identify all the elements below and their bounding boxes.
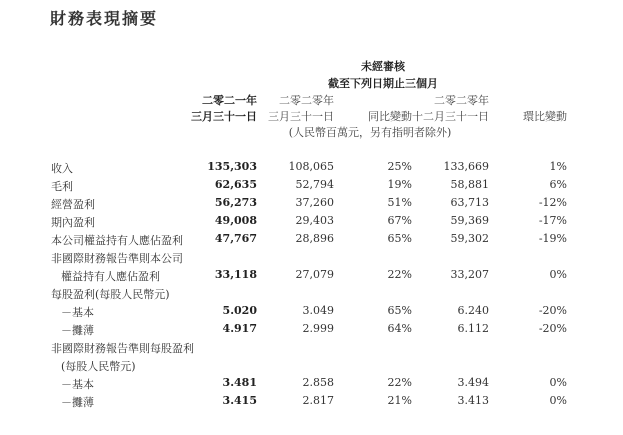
cell-2020q4: 63,713 <box>450 196 489 209</box>
cell-2021q1: 5.020 <box>222 304 257 317</box>
cell-2021q1: 135,303 <box>207 160 257 173</box>
row-label: 非國際財務報告準則本公司 <box>51 252 183 265</box>
table-row <box>0 322 623 340</box>
page-title: 財務表現摘要 <box>50 9 159 28</box>
table-row <box>0 358 623 376</box>
cell-yoy: 65% <box>387 232 412 245</box>
cell-2021q1: 62,635 <box>214 178 257 191</box>
row-label: 非國際財務報告準則每股盈利 <box>51 342 194 355</box>
row-label: －攤薄 <box>61 324 94 337</box>
cell-yoy: 19% <box>387 178 412 191</box>
cell-2020q4: 3.494 <box>457 376 489 389</box>
cell-qoq: -17% <box>538 214 567 227</box>
col1-line1: 二零二一年 <box>202 94 257 107</box>
cell-2020q1: 108,065 <box>288 160 334 173</box>
row-label: 經營盈利 <box>51 198 95 211</box>
row-label: －基本 <box>61 378 94 391</box>
cell-yoy: 22% <box>387 376 412 389</box>
cell-2020q1: 27,079 <box>295 268 334 281</box>
table-row <box>0 178 623 196</box>
cell-2020q1: 3.049 <box>302 304 334 317</box>
table-row <box>0 394 623 412</box>
cell-2020q1: 2.999 <box>302 322 334 335</box>
table-row <box>0 304 623 322</box>
row-label: (每股人民幣元) <box>61 360 136 373</box>
cell-2020q1: 29,403 <box>295 214 334 227</box>
cell-qoq: 0% <box>549 376 567 389</box>
cell-qoq: -12% <box>538 196 567 209</box>
cell-yoy: 22% <box>387 268 412 281</box>
cell-qoq: 0% <box>549 394 567 407</box>
cell-qoq: -20% <box>538 304 567 317</box>
cell-2020q1: 28,896 <box>295 232 334 245</box>
cell-2021q1: 3.415 <box>222 394 257 407</box>
unit-note: (人民幣百萬元，另有指明者除外) <box>288 126 452 139</box>
col4-line2: 十二月三十一日 <box>412 110 489 123</box>
cell-2020q4: 33,207 <box>450 268 489 281</box>
row-label: 收入 <box>51 162 73 175</box>
table-row <box>0 268 623 286</box>
cell-qoq: 1% <box>549 160 567 173</box>
cell-2020q1: 2.817 <box>302 394 334 407</box>
cell-yoy: 21% <box>387 394 412 407</box>
cell-2020q4: 59,369 <box>450 214 489 227</box>
cell-qoq: 0% <box>549 268 567 281</box>
row-label: 每股盈利(每股人民幣元) <box>51 288 170 301</box>
col1-line2: 三月三十一日 <box>191 110 257 123</box>
row-label: －攤薄 <box>61 396 94 409</box>
cell-yoy: 51% <box>387 196 412 209</box>
table-row <box>0 250 623 268</box>
cell-2020q4: 6.112 <box>457 322 489 335</box>
cell-yoy: 64% <box>387 322 412 335</box>
table-row <box>0 214 623 232</box>
cell-2020q1: 2.858 <box>302 376 334 389</box>
table-row <box>0 286 623 304</box>
audit-status: 未經審核 <box>361 60 405 73</box>
row-label: 毛利 <box>51 180 73 193</box>
cell-qoq: -20% <box>538 322 567 335</box>
col3-line2: 同比變動 <box>368 110 412 123</box>
cell-qoq: 6% <box>549 178 567 191</box>
cell-2020q1: 52,794 <box>295 178 334 191</box>
row-label: 期內盈利 <box>51 216 95 229</box>
cell-2021q1: 47,767 <box>214 232 257 245</box>
table-row <box>0 160 623 178</box>
cell-2021q1: 4.917 <box>222 322 257 335</box>
cell-2020q4: 58,881 <box>450 178 489 191</box>
row-label: －基本 <box>61 306 94 319</box>
cell-2021q1: 49,008 <box>214 214 257 227</box>
table-row <box>0 232 623 250</box>
table-row <box>0 340 623 358</box>
row-label: 權益持有人應佔盈利 <box>61 270 160 283</box>
cell-2020q4: 133,669 <box>443 160 489 173</box>
row-label: 本公司權益持有人應佔盈利 <box>51 234 183 247</box>
cell-2020q4: 3.413 <box>457 394 489 407</box>
cell-yoy: 25% <box>387 160 412 173</box>
table-row <box>0 196 623 214</box>
cell-yoy: 65% <box>387 304 412 317</box>
cell-2020q1: 37,260 <box>295 196 334 209</box>
cell-2021q1: 3.481 <box>222 376 257 389</box>
period-label: 截至下列日期止三個月 <box>328 77 438 90</box>
cell-yoy: 67% <box>387 214 412 227</box>
col2-line1: 二零二零年 <box>279 94 334 107</box>
col5-line2: 環比變動 <box>523 110 567 123</box>
cell-2020q4: 6.240 <box>457 304 489 317</box>
cell-2021q1: 56,273 <box>214 196 257 209</box>
cell-2021q1: 33,118 <box>214 268 257 281</box>
col4-line1: 二零二零年 <box>434 94 489 107</box>
cell-2020q4: 59,302 <box>450 232 489 245</box>
cell-qoq: -19% <box>538 232 567 245</box>
table-row <box>0 376 623 394</box>
col2-line2: 三月三十一日 <box>268 110 334 123</box>
